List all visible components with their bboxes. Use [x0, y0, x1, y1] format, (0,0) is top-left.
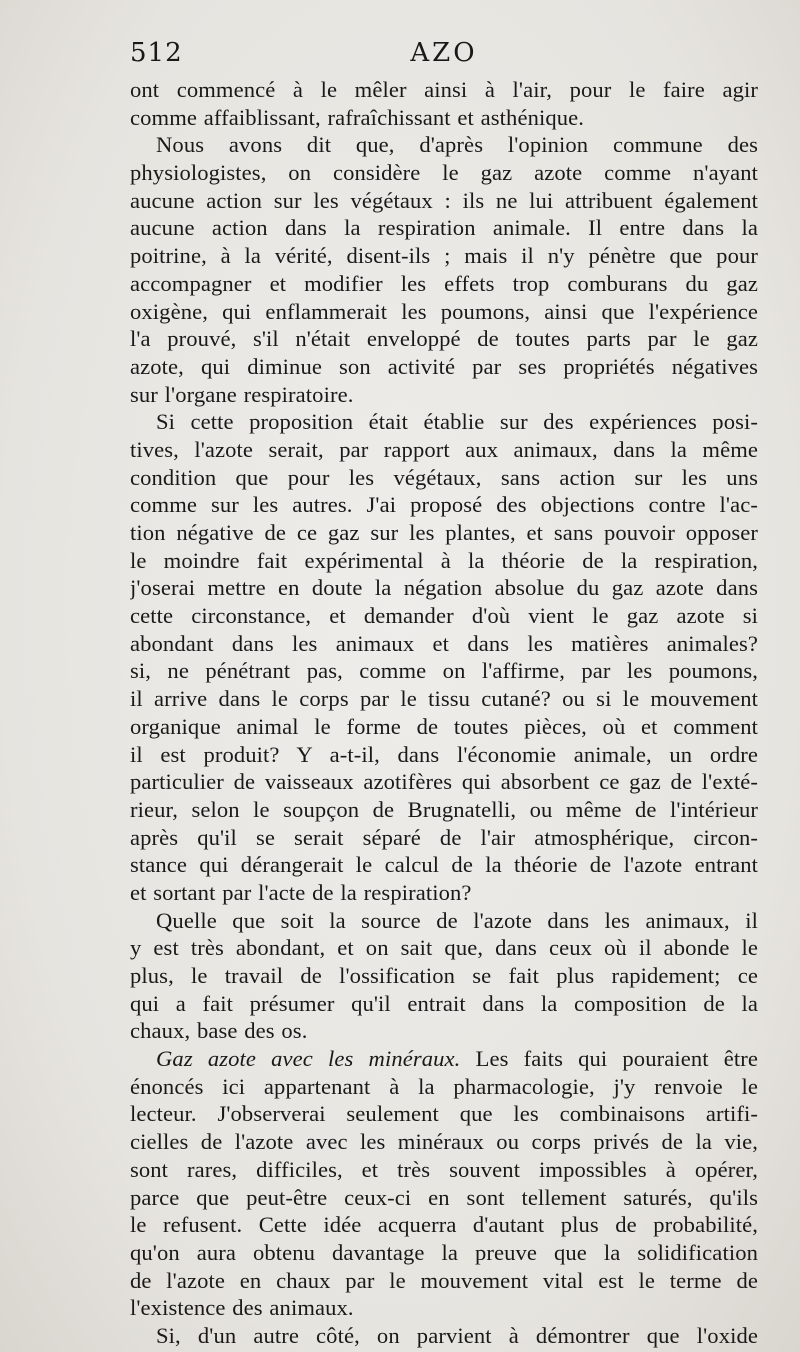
- text-line: cette circonstance, et demander d'où vient le gaz azote si: [130, 603, 758, 629]
- text-line: azote, qui diminue son activité par ses propriétés négatives: [130, 353, 758, 379]
- text-line: Quelle que soit la source de l'azote dans les animaux, il: [156, 907, 758, 933]
- italic-lead: Gaz azote avec les minéraux.: [156, 1046, 461, 1072]
- text-line: Nous avons dit que, d'après l'opinion commune des: [156, 132, 758, 158]
- text-line: parce que peut-être ceux-ci en sont tellement saturés, qu'ils: [130, 1184, 758, 1210]
- text-line: tives, l'azote serait, par rapport aux animaux, dans la même: [130, 436, 758, 462]
- text-line: y est très abondant, et on sait que, dans ceux où il abonde le: [130, 935, 758, 961]
- text-line: après qu'il se serait séparé de l'air atmosphérique, circon-: [130, 824, 758, 850]
- text-line: abondant dans les animaux et dans les matières animales?: [130, 630, 758, 656]
- text-line: accompagner et modifier les effets trop comburans du gaz: [130, 270, 758, 296]
- text-line: chaux, base des os.: [130, 1018, 308, 1044]
- text-line: aucune action dans la respiration animale. Il entre dans la: [130, 215, 758, 241]
- text-line: poitrine, à la vérité, disent-ils ; mais il n'y pénètre que pour: [130, 243, 758, 269]
- text-line: l'existence des animaux.: [130, 1295, 354, 1321]
- text-line: comme affaiblissant, rafraîchissant et asthénique.: [130, 104, 585, 130]
- text-line-rest: Les faits qui pouraient être: [475, 1046, 758, 1072]
- text-line: énoncés ici appartenant à la pharmacologie, j'y renvoie le: [130, 1073, 758, 1099]
- text-line: de l'azote en chaux par le mouvement vital est le terme de: [130, 1267, 758, 1293]
- text-line: le moindre fait expérimental à la théorie de la respiration,: [130, 547, 758, 573]
- page-header: [130, 38, 758, 72]
- text-line: si, ne pénétrant pas, comme on l'affirme, par les poumons,: [130, 658, 758, 684]
- text-line: qu'on aura obtenu davantage la preuve que la solidification: [130, 1239, 758, 1265]
- text-line: l'a prouvé, s'il n'était enveloppé de toutes parts par le gaz: [130, 326, 758, 352]
- text-line: sur l'organe respiratoire.: [130, 381, 354, 407]
- text-line: et sortant par l'acte de la respiration?: [130, 879, 472, 905]
- text-line: le refusent. Cette idée acquerra d'autant plus de probabilité,: [130, 1212, 758, 1238]
- text-line: physiologistes, on considère le gaz azote comme n'ayant: [130, 160, 758, 186]
- text-line-with-italic-lead: [130, 1045, 758, 1073]
- text-line: ont commencé à le mêler ainsi à l'air, pour le faire agir: [130, 77, 758, 102]
- text-line: tion négative de ce gaz sur les plantes, et sans pouvoir opposer: [130, 520, 758, 545]
- text-line: cielles de l'azote avec les minéraux ou corps privés de la vie,: [130, 1129, 758, 1155]
- text-line: plus, le travail de l'ossification se fait plus rapidement; ce: [130, 963, 758, 988]
- text-line: particulier de vaisseaux azotifères qui absorbent ce gaz de l'exté-: [130, 769, 758, 795]
- text-line: sont rares, difficiles, et très souvent impossibles à opérer,: [130, 1156, 758, 1182]
- text-line: Si, d'un autre côté, on parvient à démontrer que l'oxide: [156, 1322, 758, 1348]
- text-line: aucune action sur les végétaux : ils ne lui attribuent également: [130, 187, 758, 213]
- text-line: qui a fait présumer qu'il entrait dans la composition de la: [130, 990, 758, 1016]
- text-line: rieur, selon le soupçon de Brugnatelli, ou même de l'intérieur: [130, 796, 758, 822]
- body-text: [130, 76, 758, 1350]
- text-line: Si cette proposition était établie sur des expériences posi-: [156, 409, 758, 435]
- text-line: lecteur. J'observerai seulement que les combinaisons artifi-: [130, 1101, 758, 1127]
- running-head: AZO: [410, 38, 478, 68]
- text-line: condition que pour les végétaux, sans action sur les uns: [130, 464, 758, 490]
- text-line: j'oserai mettre en doute la négation absolue du gaz azote dans: [130, 575, 758, 601]
- text-line: organique animal le forme de toutes pièces, où et comment: [130, 713, 758, 739]
- text-line: comme sur les autres. J'ai proposé des objections contre l'ac-: [130, 492, 758, 518]
- text-line: il arrive dans le corps par le tissu cutané? ou si le mouvement: [130, 686, 758, 712]
- text-line: il est produit? Y a-t-il, dans l'économie animale, un ordre: [130, 741, 758, 767]
- text-line: oxigène, qui enflammerait les poumons, ainsi que l'expérience: [130, 298, 758, 324]
- page-number: 512: [130, 38, 183, 68]
- text-line: stance qui dérangerait le calcul de la théorie de l'azote entrant: [130, 852, 758, 878]
